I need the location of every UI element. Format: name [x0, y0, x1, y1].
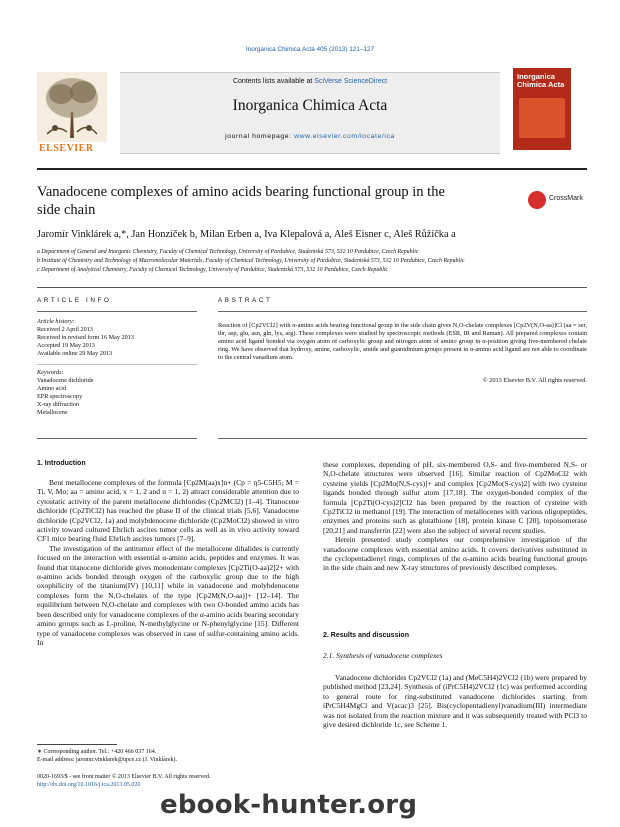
corresponding-author: ∗ Corresponding author. Tel.: +420 466 037 164. [37, 749, 157, 755]
keyword-item: Metallocene [37, 409, 68, 416]
left-column [37, 478, 299, 647]
watermark-text: ebook-hunter.org [160, 790, 418, 820]
introduction-heading: 1. Introduction [37, 460, 86, 467]
elsevier-wordmark: ELSEVIER [39, 143, 94, 154]
homepage-line [120, 133, 500, 140]
keyword-item: X-ray diffraction [37, 401, 79, 408]
article-info-heading: ARTICLE INFO [37, 297, 112, 304]
elsevier-logo [37, 72, 107, 154]
affiliation-c: c Department of Analytical Chemistry, Faculty of Chemical Technology, University of Pardubice, Studentská 573, 532 10 Pardubice, Czech Republic [37, 267, 389, 273]
history-accepted: Accepted 19 May 2013 [37, 342, 95, 349]
copyright-line: © 2013 Elsevier B.V. All rights reserved. [482, 377, 587, 384]
history-online: Available online 29 May 2013 [37, 350, 113, 357]
footnote-divider [37, 744, 117, 745]
history-received: Received 2 April 2013 [37, 326, 93, 333]
intro-paragraph-1: Bent metallocene complexes of the formula [Cp2M(aa)x]n+ (Cp = η5-C5H5; M = Ti, V, Mo; aa = amino acid, x = 1, 2 and n = 1, 2) attract considerable attention due to cytostatic activity of the parent metallocene dichlorides (Cp2MCl2) [1–4]. Titanocene dichloride (Cp2TiCl2) has reached the phase II of the clinical trials [5,6]. Vanadocene dichloride (Cp2VCl2, 1a) and molybdenocene dichloride (Cp2MoCl2) showed in vitro activity toward cultured Ehrlich ascites tumor cells as well as in vivo activity toward CF1 mice bearing fluid Ehrlich ascites tumors [7–9]. [37, 478, 299, 544]
issn-line: 0020-1693/$ - see front matter © 2013 Elsevier B.V. All rights reserved. [37, 774, 211, 780]
header-divider [37, 168, 587, 170]
abstract-rule [218, 311, 587, 312]
journal-banner [120, 72, 500, 154]
right-paragraph-1: these complexes, depending of pH, six-membered O,S- and five-membered N,S- or N,O-chelate structures were observed [16]. Similar reaction of Cp2MoCl2 with cysteine yields [Cp2Mo(N,S-cys)]+ and complex [Cp2Mo(S-cys)2] with two cysteine ligands bonded through sulfur atom [17,18]. The oxygen-bonded complex of the formula [Cp2Ti(O-cys)2]Cl2 has been prepared by the reaction of cysteine with Cp2TiCl2 in methanol [19]. The interaction of metallocenes with various oligopeptides, enzymes and proteins such as glutathione [18], protein kinase C [20], topoisomerase [20,21] and transferrin [22] were also the subject of several recent studies. [323, 460, 587, 535]
crossmark-label: CrossMark [549, 195, 583, 202]
homepage-link[interactable]: www.elsevier.com/locate/ica [294, 133, 395, 140]
email-line[interactable]: E-mail address: jaromir.vinklarek@upce.cz (J. Vinklárek). [37, 757, 178, 763]
abstract-bottom-rule [218, 438, 587, 439]
keywords-label: Keywords: [37, 369, 64, 376]
article-info-rule [37, 311, 197, 312]
author-list: Jaromír Vinklárek a,*, Jan Honzíček b, Milan Erben a, Iva Klepalová a, Aleš Eisner c, Aleš Růžička a [37, 229, 456, 240]
keyword-item: Amino acid [37, 385, 67, 392]
abstract-text: Reaction of [Cp2VCl2] with α-amino acids bearing functional group in the side chain gives N,O-chelate complexes [Cp2V(N,O-aa)]Cl (aa = ser, thr, asp, glu, asn, gln, lys, arg). These complexes were studied by spectroscopic methods (ESR, IR and Raman). All prepared complexes contain amino acid ligand bonded via oxygen atom of carboxylic group and nitrogen atom of amino group in α-position giving five-membered chelate ring. We have observed that hydroxy, amine, carboxylic, amide and guanidinium groups present in α-amino acid ligand are not able to coordinate to the central vanadium atom. [218, 322, 587, 361]
results-heading: 2. Results and discussion [323, 632, 409, 639]
contents-text: Contents lists available at [232, 78, 315, 85]
keyword-item: Vanadocene dichloride [37, 377, 94, 384]
intro-paragraph-2: The investigation of the antitumor effect of the metallocene dihalides is currently focused on the interaction with essential α-amino acids, peptides and enzymes. It was found that titanocene dichloride gives monodentate complexes [Cp2Ti(O-aa)2]2+ with α-amino acids bonded through oxygen of the carboxylic group due to the high oxophilicity of the titanium(IV) [10,11] while in vanadocene and molybdenocene complexes form the N,O-chelates of the type [Cp2M(N,O-aa)]+ [12–14]. The equilibrium between N,O-chelate and complexes with two O-bonded amino acids has been described only for vanadocene complexes of the α-amino acids bearing secondary amino groups such as L-proline, N-methylglycine or N-phenylglycine [15]. Different type of vanadocene complexes was observed in case of sulfur-containing amino acids. In [37, 543, 299, 647]
crossmark-badge[interactable] [528, 191, 588, 213]
journal-citation[interactable]: Inorganica Chimica Acta 405 (2013) 121–127 [245, 46, 375, 53]
cover-title: Inorganica Chimica Acta [517, 72, 565, 89]
affiliation-divider [37, 287, 587, 288]
doi-link[interactable]: http://dx.doi.org/10.1016/j.ica.2013.05.020 [37, 782, 141, 788]
synthesis-heading: 2.1. Synthesis of vanadocene complexes [323, 651, 443, 660]
history-revised: Received in revised form 16 May 2013 [37, 334, 134, 341]
history-label: Article history: [37, 318, 75, 325]
journal-name: Inorganica Chimica Acta [232, 97, 388, 114]
affiliation-a: a Department of General and Inorganic Chemistry, Faculty of Chemical Technology, University of Pardubice, Studentská 573, 532 10 Pardubice, Czech Republic [37, 249, 419, 255]
right-paragraph-2: Herein presented study completes our comprehensive investigation of the vanadocene complexes with essential amino acids. It covers derivatives substituted in the cyclopentadienyl rings, complexes of the α-amino acids bearing functional groups in the side chain and new X-ray structures of previously described complexes. [323, 535, 587, 573]
abstract-heading: ABSTRACT [218, 297, 273, 304]
info-inner-rule [37, 364, 197, 365]
homepage-label: journal homepage: [225, 133, 295, 140]
journal-header [37, 62, 587, 162]
right-column-top [323, 460, 587, 573]
keywords-list [37, 369, 197, 417]
contents-line [120, 78, 500, 85]
keyword-item: EPR spectroscopy [37, 393, 83, 400]
article-title: Vanadocene complexes of amino acids bearing functional group in the side chain [37, 184, 445, 218]
crossmark-icon [528, 191, 546, 209]
sciencedirect-link[interactable]: SciVerse ScienceDirect [314, 78, 388, 85]
info-bottom-rule [37, 438, 197, 439]
article-history [37, 318, 197, 358]
affiliation-b: b Institute of Chemistry and Technology of Macromolecular Materials, Faculty of Chemical Technology, University of Pardubice, Studentská 573, 532 10 Pardubice, Czech Republic [37, 258, 465, 264]
journal-cover-thumbnail [513, 68, 571, 150]
right-paragraph-3: Vanadocene dichlorides Cp2VCl2 (1a) and (MeC5H4)2VCl2 (1b) were prepared by published method [23,24]. Synthesis of (iPrC5H4)2VCl2 (1c) was performed according to general route for ring-substituted vanadocene dichlorides starting from iPrC5H4MgCl and V(acac)3 [25]. Bis(cyclopentadienyl)vanadium(III) intermediate was not isolated from the reaction mixture and it was subsequently treated with PCl3 to give desired dichloride 1c, see Scheme 1. [323, 673, 587, 730]
cover-art [519, 98, 565, 138]
elsevier-tree-icon [37, 72, 107, 142]
right-column-bottom [323, 673, 587, 729]
